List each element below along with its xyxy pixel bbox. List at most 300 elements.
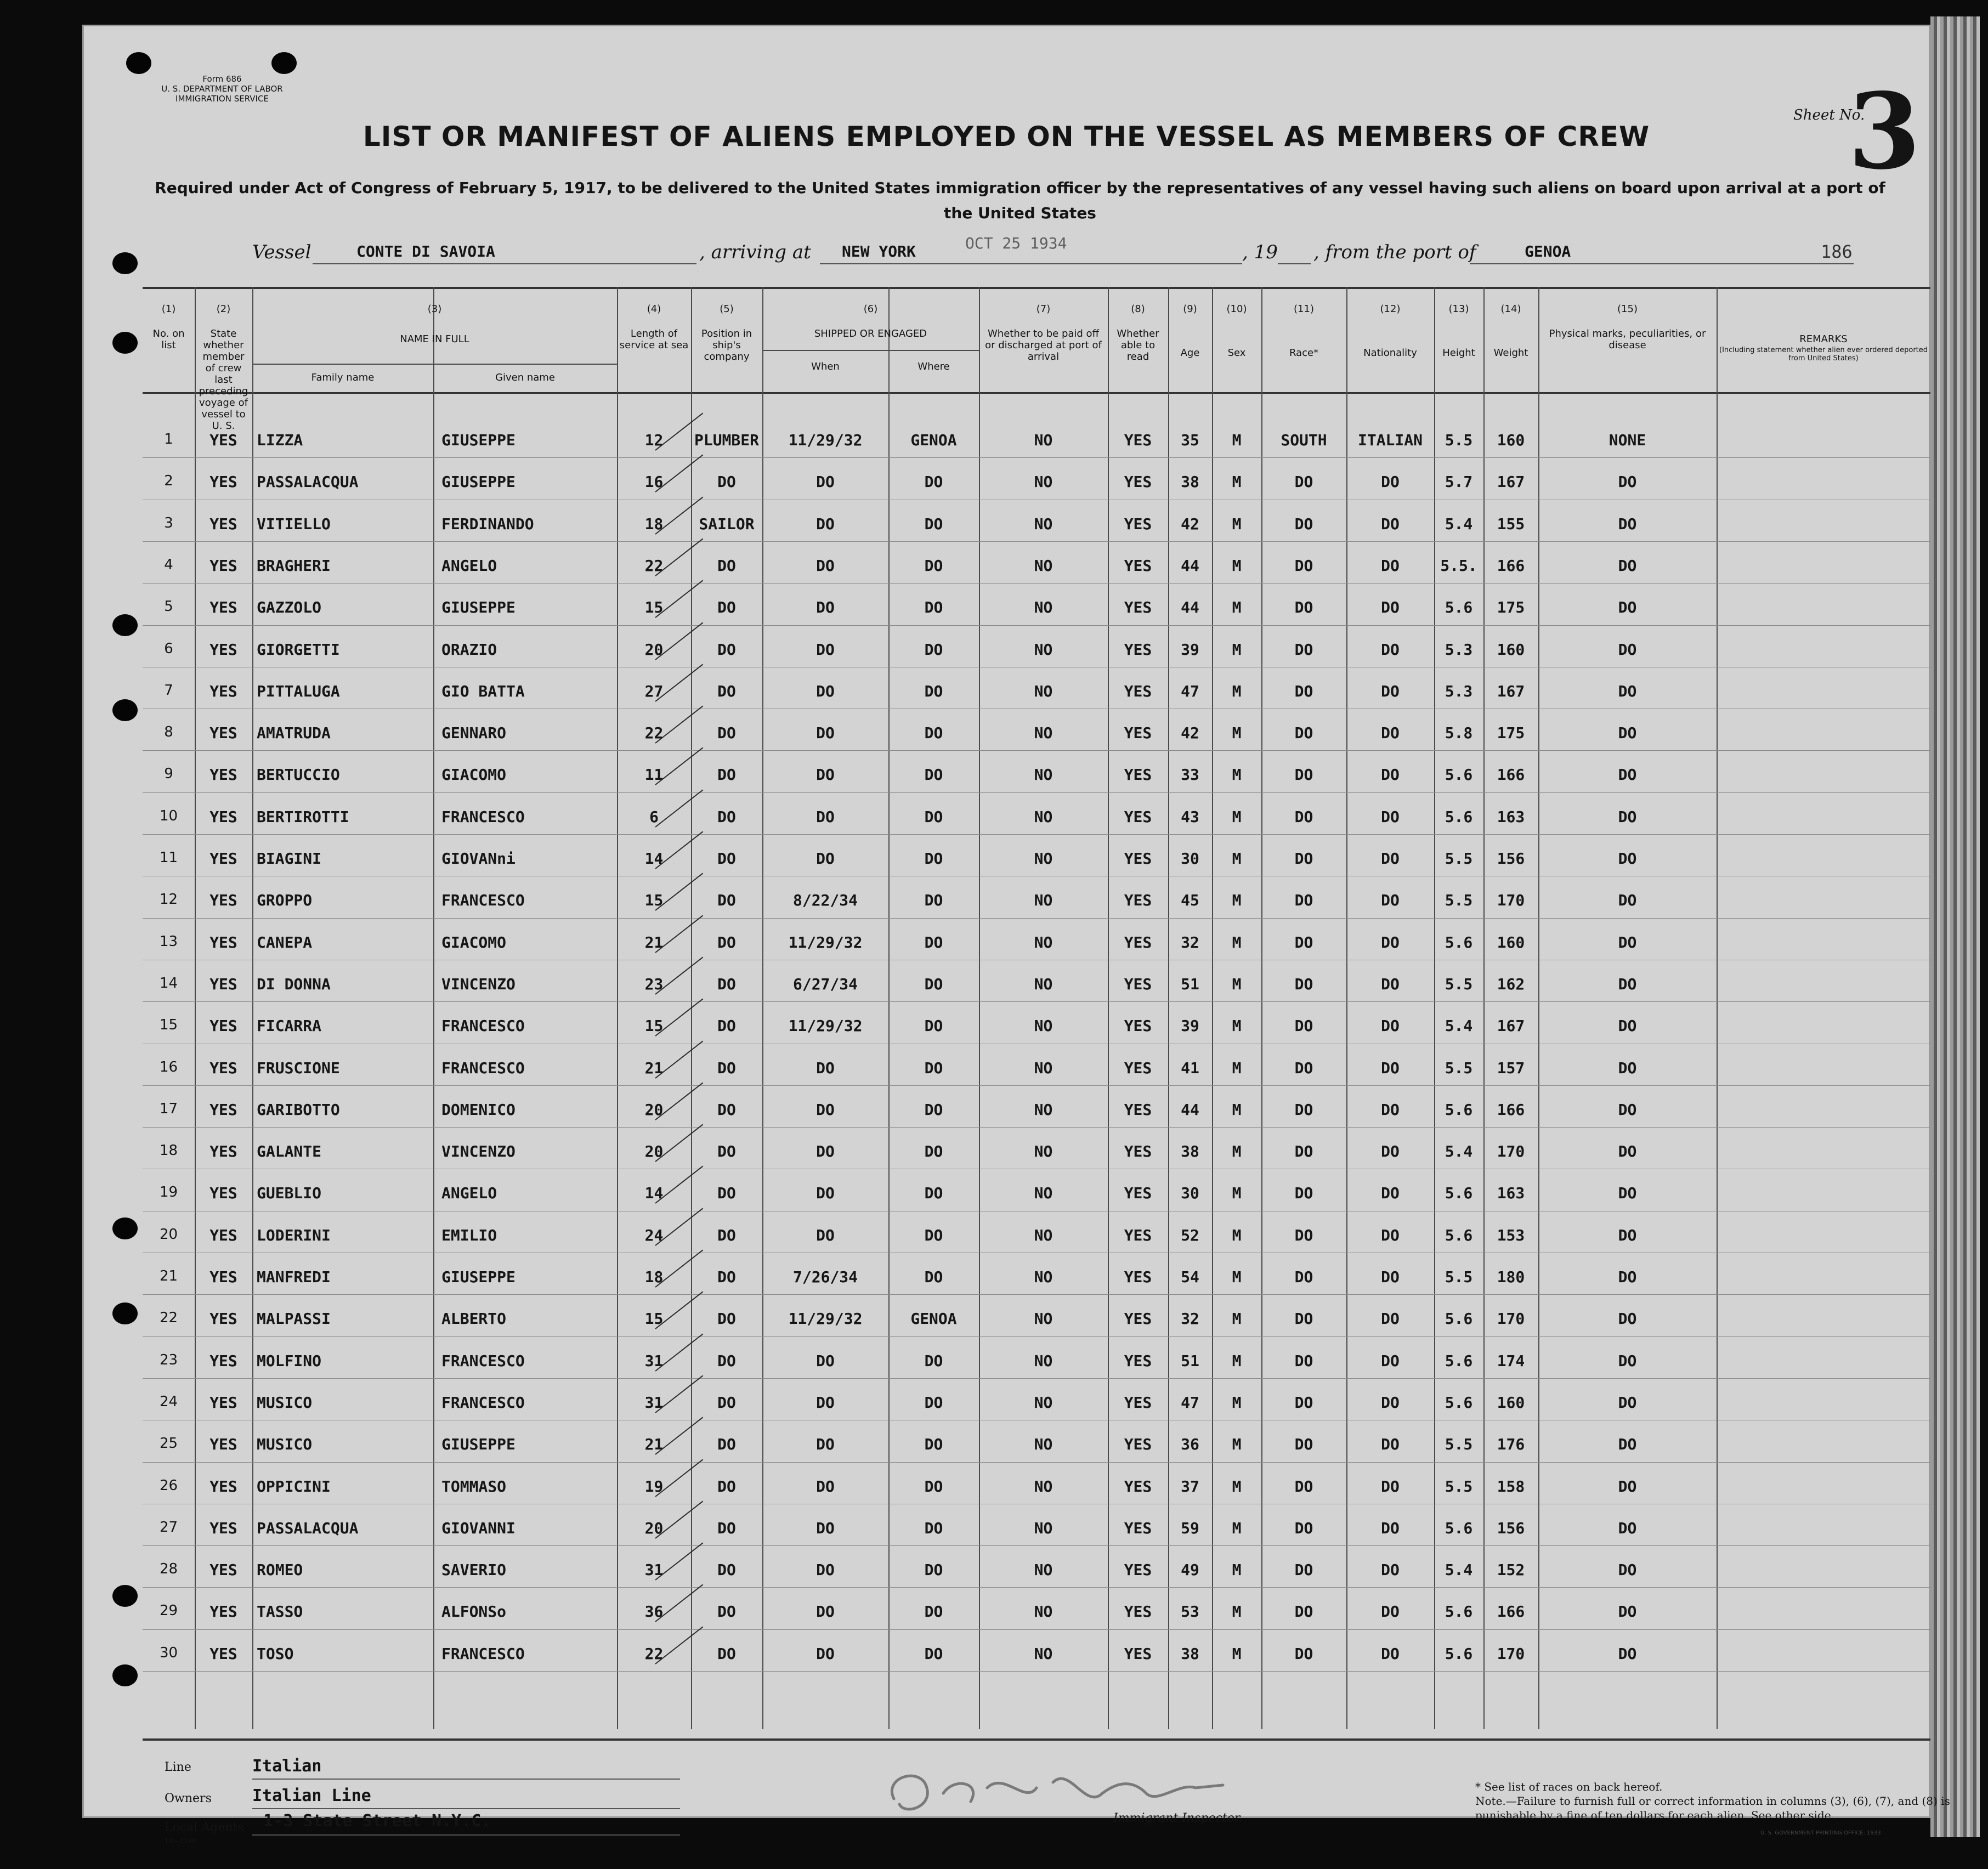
cell-service: 11 <box>644 766 664 784</box>
cell-read: YES <box>1124 807 1152 826</box>
cell-sex: M <box>1232 598 1242 617</box>
line-label: Line <box>165 1760 191 1774</box>
column-number-c13: (13) <box>1448 303 1469 315</box>
cell-where: DO <box>924 1226 943 1244</box>
signature-label: Immigrant Inspector. <box>1113 1811 1243 1825</box>
page-stack-edge <box>1930 16 1980 1837</box>
cell-height: 5.7 <box>1445 473 1473 491</box>
column-number-c11: (11) <box>1294 303 1314 315</box>
cell-given: FRANCESCO <box>441 1017 525 1035</box>
cell-where: DO <box>924 1393 943 1412</box>
footer-notes <box>1475 1780 1969 1822</box>
cell-race: DO <box>1294 1351 1313 1370</box>
cell-paid: NO <box>1034 766 1053 784</box>
column-header-c12: Nationality <box>1363 347 1417 359</box>
cell-race: DO <box>1294 933 1313 952</box>
cell-family: GIORGETTI <box>257 640 340 659</box>
column-number-c14: (14) <box>1500 303 1521 315</box>
cell-when: 8/22/34 <box>792 891 858 910</box>
cell-service: 31 <box>644 1393 664 1412</box>
cell-service: 20 <box>644 1519 664 1537</box>
cell-given: FRANCESCO <box>441 1351 525 1370</box>
cell-no: 11 <box>159 849 178 866</box>
cell-paid: NO <box>1034 682 1053 700</box>
cell-given: EMILIO <box>441 1226 497 1244</box>
cell-service: 31 <box>644 1351 664 1370</box>
vessel-label: Vessel <box>252 241 311 263</box>
cell-nat: DO <box>1381 1351 1400 1370</box>
cell-prev: YES <box>209 1561 237 1579</box>
cell-service: 21 <box>644 1058 664 1077</box>
cell-given: ALBERTO <box>441 1310 507 1328</box>
cell-where: DO <box>924 724 943 743</box>
cell-sex: M <box>1232 431 1242 449</box>
column-number-c5: (5) <box>720 303 734 315</box>
cell-prev: YES <box>209 640 237 659</box>
cell-where: DO <box>924 1351 943 1370</box>
punch-hole <box>112 1217 138 1239</box>
cell-paid: NO <box>1034 598 1053 617</box>
cell-position: DO <box>717 1184 736 1203</box>
document-title: LIST OR MANIFEST OF ALIENS EMPLOYED ON THE VESSEL AS MEMBERS OF CREW <box>363 121 1650 152</box>
cell-no: 23 <box>159 1351 178 1368</box>
departure-port: GENOA <box>1525 242 1571 260</box>
cell-service: 23 <box>644 975 664 993</box>
cell-nat: DO <box>1381 807 1400 826</box>
cell-where: DO <box>924 1100 943 1119</box>
cell-service: 22 <box>644 1644 664 1663</box>
column-rule <box>1261 287 1262 1729</box>
column-number-c6: (6) <box>863 303 878 315</box>
cell-position: PLUMBER <box>694 431 759 449</box>
cell-prev: YES <box>209 1226 237 1244</box>
cell-height: 5.5. <box>1440 556 1477 575</box>
cell-when: DO <box>816 849 835 868</box>
cell-race: DO <box>1294 1393 1313 1412</box>
cell-prev: YES <box>209 556 237 575</box>
form-service: IMMIGRATION SERVICE <box>175 94 269 104</box>
cell-sex: M <box>1232 807 1242 826</box>
cell-race: DO <box>1294 891 1313 910</box>
cell-family: PASSALACQUA <box>257 473 359 491</box>
cell-paid: NO <box>1034 1100 1053 1119</box>
cell-when: 7/26/34 <box>792 1268 858 1286</box>
column-number-c4: (4) <box>647 303 661 315</box>
sheet-number: 3 <box>1848 70 1921 192</box>
cell-age: 32 <box>1181 1310 1199 1328</box>
cell-where: DO <box>924 1017 943 1035</box>
cell-no: 13 <box>159 933 178 950</box>
cell-no: 4 <box>164 556 173 573</box>
cell-paid: NO <box>1034 1226 1053 1244</box>
cell-age: 30 <box>1181 849 1199 868</box>
cell-family: MANFREDI <box>257 1268 331 1286</box>
cell-no: 12 <box>159 891 178 908</box>
cell-position: DO <box>717 1310 736 1328</box>
cell-no: 1 <box>164 431 173 448</box>
cell-position: SAILOR <box>699 514 755 533</box>
cell-no: 30 <box>159 1644 178 1661</box>
cell-race: DO <box>1294 975 1313 993</box>
cell-read: YES <box>1124 640 1152 659</box>
cell-where: DO <box>924 766 943 784</box>
cell-sex: M <box>1232 891 1242 910</box>
cell-family: CANEPA <box>257 933 313 952</box>
cell-no: 6 <box>164 640 173 657</box>
cell-marks: DO <box>1618 1268 1637 1286</box>
cell-height: 5.5 <box>1445 1435 1473 1454</box>
column-number-c1: (1) <box>161 303 176 315</box>
document-subtitle: Required under Act of Congress of February 5, 1917, to be delivered to the United States immigration officer by the representatives of any vessel having such aliens on board upon arrival at a port of the United States <box>155 179 1885 222</box>
cell-nat: DO <box>1381 891 1400 910</box>
cell-position: DO <box>717 1393 736 1412</box>
cell-sex: M <box>1232 1017 1242 1035</box>
row-rule <box>143 792 1930 793</box>
cell-no: 28 <box>159 1561 178 1578</box>
cell-height: 5.4 <box>1445 1017 1473 1035</box>
cell-family: MALPASSI <box>257 1310 331 1328</box>
cell-family: VITIELLO <box>257 514 331 533</box>
column-number-c2: (2) <box>216 303 231 315</box>
cell-read: YES <box>1124 724 1152 743</box>
column-number-c3: (3) <box>427 303 442 315</box>
cell-marks: DO <box>1618 766 1637 784</box>
cell-given: FERDINANDO <box>441 514 534 533</box>
cell-when: DO <box>816 640 835 659</box>
cell-weight: 175 <box>1497 598 1525 617</box>
cell-prev: YES <box>209 849 237 868</box>
cell-prev: YES <box>209 1058 237 1077</box>
cell-no: 18 <box>159 1142 178 1159</box>
cell-paid: NO <box>1034 849 1053 868</box>
sheet-label: Sheet No. <box>1793 107 1865 123</box>
cell-sex: M <box>1232 514 1242 533</box>
crew-table <box>143 287 1930 1729</box>
cell-when: DO <box>816 598 835 617</box>
cell-marks: DO <box>1618 1519 1637 1537</box>
cell-nat: DO <box>1381 1519 1400 1537</box>
cell-position: DO <box>717 1519 736 1537</box>
column-header-c10: Sex <box>1227 347 1246 359</box>
cell-marks: DO <box>1618 514 1637 533</box>
cell-nat: DO <box>1381 640 1400 659</box>
cell-height: 5.4 <box>1445 1561 1473 1579</box>
column-header-remarks: REMARKS <box>1799 333 1848 345</box>
row-rule <box>143 583 1930 584</box>
cell-marks: DO <box>1618 640 1637 659</box>
cell-age: 44 <box>1181 556 1199 575</box>
cell-no: 19 <box>159 1184 178 1201</box>
cell-weight: 167 <box>1497 473 1525 491</box>
cell-given: TOMMASO <box>441 1477 507 1496</box>
cell-when: DO <box>816 766 835 784</box>
cell-paid: NO <box>1034 473 1053 491</box>
cell-where: DO <box>924 1058 943 1077</box>
cell-height: 5.5 <box>1445 849 1473 868</box>
note-race: * See list of races on back hereof. <box>1475 1780 1663 1793</box>
cell-weight: 160 <box>1497 933 1525 952</box>
cell-position: DO <box>717 807 736 826</box>
cell-age: 39 <box>1181 1017 1199 1035</box>
column-rule <box>888 287 890 1729</box>
cell-marks: DO <box>1618 807 1637 826</box>
cell-where: DO <box>924 807 943 826</box>
date-stamp: OCT 25 1934 <box>965 234 1067 252</box>
cell-service: 22 <box>644 724 664 743</box>
column-rule <box>762 287 763 1729</box>
cell-nat: DO <box>1381 1184 1400 1203</box>
cell-read: YES <box>1124 1017 1152 1035</box>
cell-where: DO <box>924 473 943 491</box>
cell-family: DI DONNA <box>257 975 331 993</box>
cell-weight: 170 <box>1497 1142 1525 1161</box>
cell-marks: DO <box>1618 556 1637 575</box>
cell-paid: NO <box>1034 1435 1053 1454</box>
cell-nat: DO <box>1381 1268 1400 1286</box>
cell-given: GIUSEPPE <box>441 1435 516 1454</box>
cell-where: DO <box>924 598 943 617</box>
cell-where: GENOA <box>910 431 957 449</box>
cell-family: FICARRA <box>257 1017 322 1035</box>
cell-height: 5.6 <box>1445 1602 1473 1621</box>
cell-no: 17 <box>159 1100 178 1117</box>
cell-weight: 170 <box>1497 1644 1525 1663</box>
footer-divider <box>143 1738 1930 1741</box>
cell-paid: NO <box>1034 1268 1053 1286</box>
cell-height: 5.6 <box>1445 807 1473 826</box>
column-header-c3: NAME IN FULL <box>400 333 469 345</box>
cell-prev: YES <box>209 1017 237 1035</box>
cell-race: DO <box>1294 1100 1313 1119</box>
cell-nat: DO <box>1381 598 1400 617</box>
cell-family: GALANTE <box>257 1142 322 1161</box>
cell-position: DO <box>717 1226 736 1244</box>
cell-sex: M <box>1232 1477 1242 1496</box>
cell-service: 24 <box>644 1226 664 1244</box>
cell-weight: 157 <box>1497 1058 1525 1077</box>
cell-race: DO <box>1294 1268 1313 1286</box>
cell-paid: NO <box>1034 431 1053 449</box>
cell-family: LIZZA <box>257 431 303 449</box>
cell-height: 5.6 <box>1445 1100 1473 1119</box>
cell-read: YES <box>1124 1184 1152 1203</box>
cell-height: 5.3 <box>1445 640 1473 659</box>
punch-hole <box>112 1302 138 1324</box>
cell-service: 15 <box>644 1310 664 1328</box>
cell-prev: YES <box>209 598 237 617</box>
cell-read: YES <box>1124 1393 1152 1412</box>
cell-nat: DO <box>1381 766 1400 784</box>
cell-where: DO <box>924 1435 943 1454</box>
cell-where: DO <box>924 1142 943 1161</box>
cell-given: GIUSEPPE <box>441 431 516 449</box>
cell-paid: NO <box>1034 975 1053 993</box>
cell-nat: DO <box>1381 933 1400 952</box>
cell-no: 29 <box>159 1602 178 1619</box>
cell-weight: 166 <box>1497 1602 1525 1621</box>
cell-height: 5.4 <box>1445 514 1473 533</box>
cell-given: VINCENZO <box>441 975 516 993</box>
cell-height: 5.6 <box>1445 766 1473 784</box>
cell-nat: DO <box>1381 1435 1400 1454</box>
cell-service: 18 <box>644 514 664 533</box>
cell-race: DO <box>1294 1310 1313 1328</box>
cell-sex: M <box>1232 556 1242 575</box>
row-rule <box>143 1294 1930 1295</box>
cell-age: 52 <box>1181 1226 1199 1244</box>
cell-height: 5.5 <box>1445 1058 1473 1077</box>
cell-prev: YES <box>209 807 237 826</box>
cell-service: 18 <box>644 1268 664 1286</box>
cell-weight: 176 <box>1497 1435 1525 1454</box>
column-number-c12: (12) <box>1380 303 1401 315</box>
cell-paid: NO <box>1034 1017 1053 1035</box>
cell-where: DO <box>924 556 943 575</box>
cell-age: 43 <box>1181 807 1199 826</box>
cell-prev: YES <box>209 473 237 491</box>
cell-nat: DO <box>1381 1310 1400 1328</box>
cell-family: BERTUCCIO <box>257 766 340 784</box>
cell-service: 14 <box>644 849 664 868</box>
cell-marks: DO <box>1618 1644 1637 1663</box>
column-header-c2: State whether member of crew last preceding voyage of vessel to U. S. <box>199 328 248 432</box>
cell-sex: M <box>1232 1100 1242 1119</box>
column-header-c5: Position in ship's company <box>701 328 752 363</box>
cell-family: GUEBLIO <box>257 1184 322 1203</box>
cell-sex: M <box>1232 849 1242 868</box>
cell-age: 38 <box>1181 1644 1199 1663</box>
cell-marks: DO <box>1618 975 1637 993</box>
cell-marks: DO <box>1618 1435 1637 1454</box>
cell-given: GIOVANni <box>441 849 516 868</box>
cell-read: YES <box>1124 473 1152 491</box>
cell-prev: YES <box>209 514 237 533</box>
cell-race: DO <box>1294 1142 1313 1161</box>
cell-where: DO <box>924 975 943 993</box>
cell-race: DO <box>1294 1226 1313 1244</box>
cell-where: DO <box>924 1268 943 1286</box>
cell-position: DO <box>717 933 736 952</box>
form-identifier <box>143 74 302 104</box>
owners: Italian Line <box>252 1786 371 1805</box>
punch-hole <box>271 52 297 74</box>
arriving-label: , arriving at <box>699 241 811 263</box>
cell-race: DO <box>1294 1017 1313 1035</box>
cell-sex: M <box>1232 1351 1242 1370</box>
cell-given: GIUSEPPE <box>441 1268 516 1286</box>
cell-given: FRANCESCO <box>441 807 525 826</box>
cell-prev: YES <box>209 891 237 910</box>
punch-hole <box>126 52 151 74</box>
column-rule <box>1168 287 1169 1729</box>
row-rule <box>143 457 1930 458</box>
cell-weight: 156 <box>1497 1519 1525 1537</box>
cell-paid: NO <box>1034 1477 1053 1496</box>
cell-given: GIUSEPPE <box>441 598 516 617</box>
cell-nat: DO <box>1381 975 1400 993</box>
column-rule <box>195 287 196 1729</box>
cell-race: DO <box>1294 682 1313 700</box>
cell-sex: M <box>1232 1435 1242 1454</box>
cell-paid: NO <box>1034 724 1053 743</box>
cell-marks: DO <box>1618 724 1637 743</box>
cell-family: AMATRUDA <box>257 724 331 743</box>
cell-read: YES <box>1124 1561 1152 1579</box>
cell-when: 11/29/32 <box>788 431 863 449</box>
cell-read: YES <box>1124 1519 1152 1537</box>
cell-age: 33 <box>1181 766 1199 784</box>
row-rule <box>143 918 1930 919</box>
cell-when: 11/29/32 <box>788 1310 863 1328</box>
note-penalty: Note.—Failure to furnish full or correct information in columns (3), (6), (7), and (8) is punishable by a fine of ten dollars for each alien. See other side. <box>1475 1794 1950 1822</box>
cell-position: DO <box>717 724 736 743</box>
cell-weight: 167 <box>1497 682 1525 700</box>
cell-family: TASSO <box>257 1602 303 1621</box>
cell-given: FRANCESCO <box>441 1393 525 1412</box>
cell-paid: NO <box>1034 807 1053 826</box>
cell-position: DO <box>717 1142 736 1161</box>
column-header-c9: Age <box>1180 347 1200 359</box>
cell-service: 20 <box>644 1142 664 1161</box>
cell-when: DO <box>816 1226 835 1244</box>
cell-prev: YES <box>209 1310 237 1328</box>
cell-age: 30 <box>1181 1184 1199 1203</box>
cell-no: 14 <box>159 975 178 992</box>
cell-given: GIOVANNI <box>441 1519 516 1537</box>
cell-when: DO <box>816 1519 835 1537</box>
punch-hole <box>112 699 138 721</box>
cell-age: 39 <box>1181 640 1199 659</box>
cell-where: DO <box>924 1644 943 1663</box>
cell-paid: NO <box>1034 1644 1053 1663</box>
cell-weight: 163 <box>1497 807 1525 826</box>
cell-position: DO <box>717 640 736 659</box>
cell-given: ORAZIO <box>441 640 497 659</box>
cell-position: DO <box>717 1561 736 1579</box>
cell-given: FRANCESCO <box>441 891 525 910</box>
cell-when: DO <box>816 514 835 533</box>
cell-marks: DO <box>1618 1393 1637 1412</box>
cell-when: DO <box>816 1435 835 1454</box>
cell-read: YES <box>1124 1310 1152 1328</box>
cell-sex: M <box>1232 1184 1242 1203</box>
footer-form-code: 14—1240 <box>165 1837 196 1845</box>
cell-sex: M <box>1232 1602 1242 1621</box>
cell-family: FRUSCIONE <box>257 1058 340 1077</box>
cell-no: 15 <box>159 1017 178 1034</box>
cell-nat: DO <box>1381 1393 1400 1412</box>
column-number-c10: (10) <box>1226 303 1247 315</box>
cell-no: 2 <box>164 473 173 490</box>
cell-marks: DO <box>1618 598 1637 617</box>
cell-marks: DO <box>1618 1100 1637 1119</box>
cell-position: DO <box>717 766 736 784</box>
manifest-page <box>82 25 1950 1845</box>
cell-sex: M <box>1232 724 1242 743</box>
cell-nat: DO <box>1381 1142 1400 1161</box>
cell-weight: 166 <box>1497 1100 1525 1119</box>
cell-read: YES <box>1124 1142 1152 1161</box>
cell-paid: NO <box>1034 1351 1053 1370</box>
cell-position: DO <box>717 891 736 910</box>
cell-age: 44 <box>1181 1100 1199 1119</box>
cell-position: DO <box>717 556 736 575</box>
column-header-c11: Race* <box>1289 347 1319 359</box>
cell-race: DO <box>1294 1435 1313 1454</box>
row-rule <box>143 834 1930 835</box>
inspector-signature <box>872 1755 1245 1821</box>
cell-given: SAVERIO <box>441 1561 507 1579</box>
